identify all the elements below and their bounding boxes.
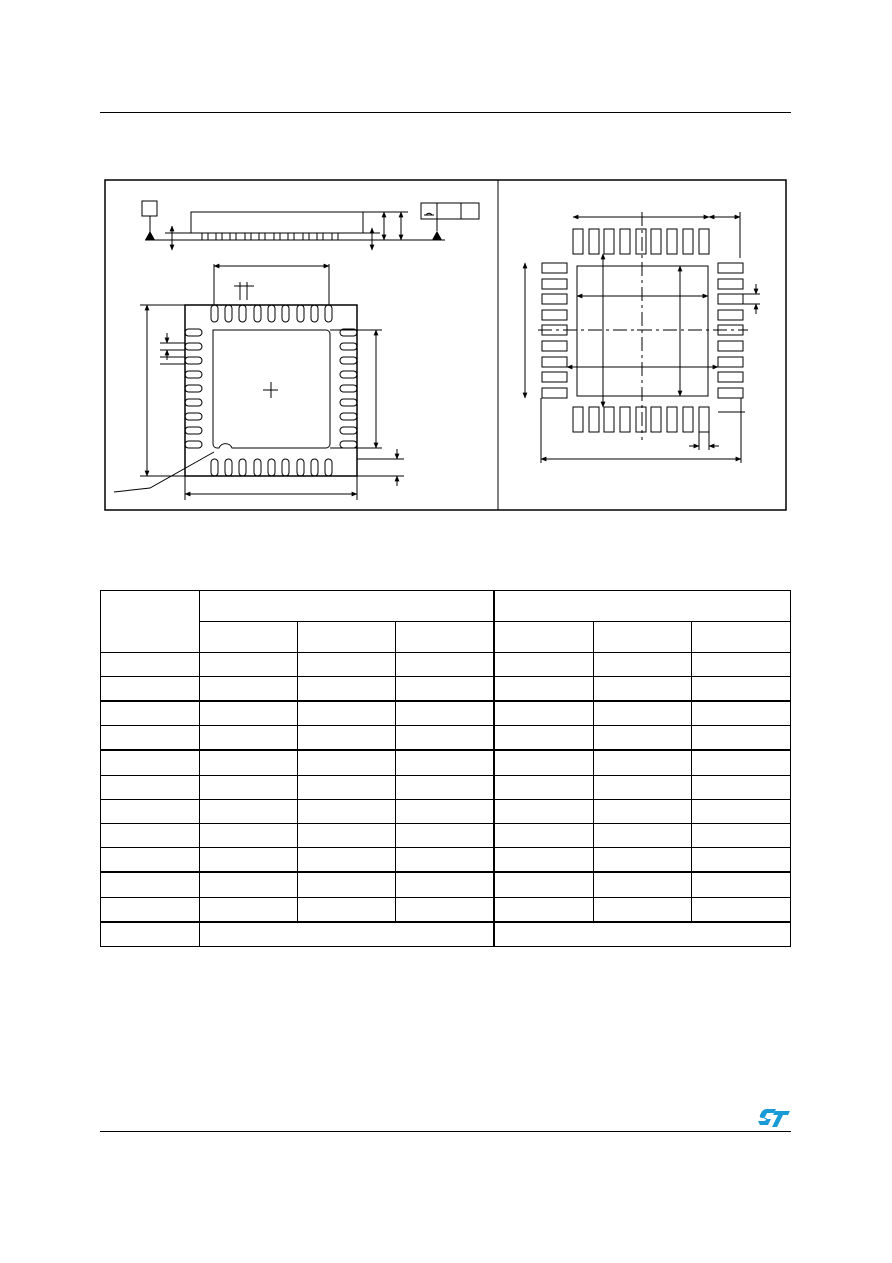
table-cell bbox=[200, 676, 298, 701]
table-row bbox=[101, 701, 791, 726]
table-header-cell bbox=[200, 591, 494, 622]
table-cell bbox=[396, 872, 494, 897]
table-cell bbox=[101, 823, 200, 847]
table-cell bbox=[691, 652, 790, 676]
table-cell bbox=[200, 775, 298, 799]
table-cell bbox=[494, 897, 593, 922]
table-cell bbox=[691, 897, 790, 922]
table-cell bbox=[101, 897, 200, 922]
table-cell bbox=[593, 701, 691, 726]
table-row bbox=[101, 652, 791, 676]
table-cell bbox=[298, 823, 396, 847]
table-cell bbox=[494, 799, 593, 823]
table-cell bbox=[298, 750, 396, 775]
table-row bbox=[101, 872, 791, 897]
table-cell bbox=[200, 701, 298, 726]
table-cell bbox=[101, 799, 200, 823]
table-cell bbox=[200, 799, 298, 823]
table-cell bbox=[691, 848, 790, 873]
table-row bbox=[101, 676, 791, 701]
table-cell bbox=[298, 799, 396, 823]
table-header-cell bbox=[101, 591, 200, 653]
table-cell bbox=[200, 823, 298, 847]
table-cell bbox=[691, 823, 790, 847]
table-cell bbox=[494, 823, 593, 847]
flatness-icon bbox=[424, 213, 434, 215]
table-cell bbox=[494, 872, 593, 897]
feature-control-frame bbox=[421, 203, 479, 219]
table-cell bbox=[396, 823, 494, 847]
side-view bbox=[142, 201, 479, 250]
pads-bottom bbox=[573, 407, 709, 432]
table-cell bbox=[298, 775, 396, 799]
table-subheader-row bbox=[101, 622, 791, 652]
side-body bbox=[191, 212, 363, 233]
table-cell bbox=[298, 726, 396, 751]
table-footer-cell bbox=[200, 922, 494, 947]
table-cell bbox=[691, 872, 790, 897]
table-header-cell bbox=[593, 622, 691, 652]
table-cell bbox=[396, 775, 494, 799]
table-footer-cell bbox=[494, 922, 790, 947]
table-cell bbox=[396, 652, 494, 676]
table-cell bbox=[593, 872, 691, 897]
table-cell bbox=[101, 848, 200, 873]
table-cell bbox=[396, 799, 494, 823]
table-cell bbox=[101, 701, 200, 726]
table-cell bbox=[101, 652, 200, 676]
table-header-cell bbox=[691, 622, 790, 652]
table-cell bbox=[593, 823, 691, 847]
table-cell bbox=[593, 775, 691, 799]
table-footer-cell bbox=[101, 922, 200, 947]
footer-rule bbox=[100, 1131, 791, 1132]
table-cell bbox=[593, 848, 691, 873]
table-cell bbox=[101, 872, 200, 897]
table-cell bbox=[101, 750, 200, 775]
table-cell bbox=[396, 897, 494, 922]
table-cell bbox=[101, 726, 200, 751]
table-cell bbox=[494, 701, 593, 726]
table-cell bbox=[396, 848, 494, 873]
table-cell bbox=[200, 652, 298, 676]
footprint-drawing bbox=[525, 212, 760, 463]
table-cell bbox=[298, 676, 396, 701]
table-cell bbox=[494, 848, 593, 873]
table-header-cell bbox=[200, 622, 298, 652]
table-row bbox=[101, 848, 791, 873]
table-cell bbox=[593, 897, 691, 922]
table-cell bbox=[593, 676, 691, 701]
pins-right bbox=[340, 329, 357, 448]
table-cell bbox=[298, 848, 396, 873]
pin1-leader bbox=[114, 452, 214, 492]
package-outline-drawing bbox=[114, 201, 479, 500]
table-cell bbox=[593, 726, 691, 751]
table-cell bbox=[200, 897, 298, 922]
table-cell bbox=[200, 872, 298, 897]
table-cell bbox=[494, 775, 593, 799]
table-cell bbox=[494, 726, 593, 751]
table-cell bbox=[396, 676, 494, 701]
table-header-cell bbox=[494, 622, 593, 652]
table-cell bbox=[298, 872, 396, 897]
pins-left bbox=[185, 329, 202, 448]
table-header-row bbox=[101, 591, 791, 622]
pins-top bbox=[211, 305, 332, 322]
st-logo-icon bbox=[756, 1105, 792, 1129]
table-cell bbox=[691, 701, 790, 726]
table-header-cell bbox=[298, 622, 396, 652]
table-row bbox=[101, 799, 791, 823]
table-cell bbox=[691, 775, 790, 799]
top-view bbox=[114, 264, 404, 500]
datum-box bbox=[142, 201, 157, 216]
table-cell bbox=[298, 897, 396, 922]
pins-bottom bbox=[211, 459, 332, 476]
table-row bbox=[101, 823, 791, 847]
table-cell bbox=[691, 726, 790, 751]
table-cell bbox=[593, 652, 691, 676]
table-cell bbox=[396, 701, 494, 726]
table-header-cell bbox=[396, 622, 494, 652]
table-cell bbox=[494, 676, 593, 701]
table-cell bbox=[101, 676, 200, 701]
table-cell bbox=[396, 750, 494, 775]
table-cell bbox=[494, 750, 593, 775]
package-drawing-figure bbox=[0, 0, 892, 560]
side-leads bbox=[202, 233, 338, 240]
dimensions-table bbox=[100, 590, 791, 947]
table-row bbox=[101, 897, 791, 922]
table-cell bbox=[593, 750, 691, 775]
table-cell bbox=[593, 799, 691, 823]
table-cell bbox=[101, 775, 200, 799]
table-row bbox=[101, 775, 791, 799]
table-cell bbox=[494, 652, 593, 676]
table-cell bbox=[691, 750, 790, 775]
table-cell bbox=[298, 701, 396, 726]
table-cell bbox=[298, 652, 396, 676]
pads-top bbox=[573, 229, 709, 254]
table-cell bbox=[396, 726, 494, 751]
table-header-cell bbox=[494, 591, 790, 622]
table-row bbox=[101, 726, 791, 751]
table-footer-row bbox=[101, 922, 791, 947]
table-cell bbox=[691, 799, 790, 823]
table-cell bbox=[200, 848, 298, 873]
table-cell bbox=[200, 726, 298, 751]
table-cell bbox=[691, 676, 790, 701]
table-row bbox=[101, 750, 791, 775]
table-cell bbox=[200, 750, 298, 775]
